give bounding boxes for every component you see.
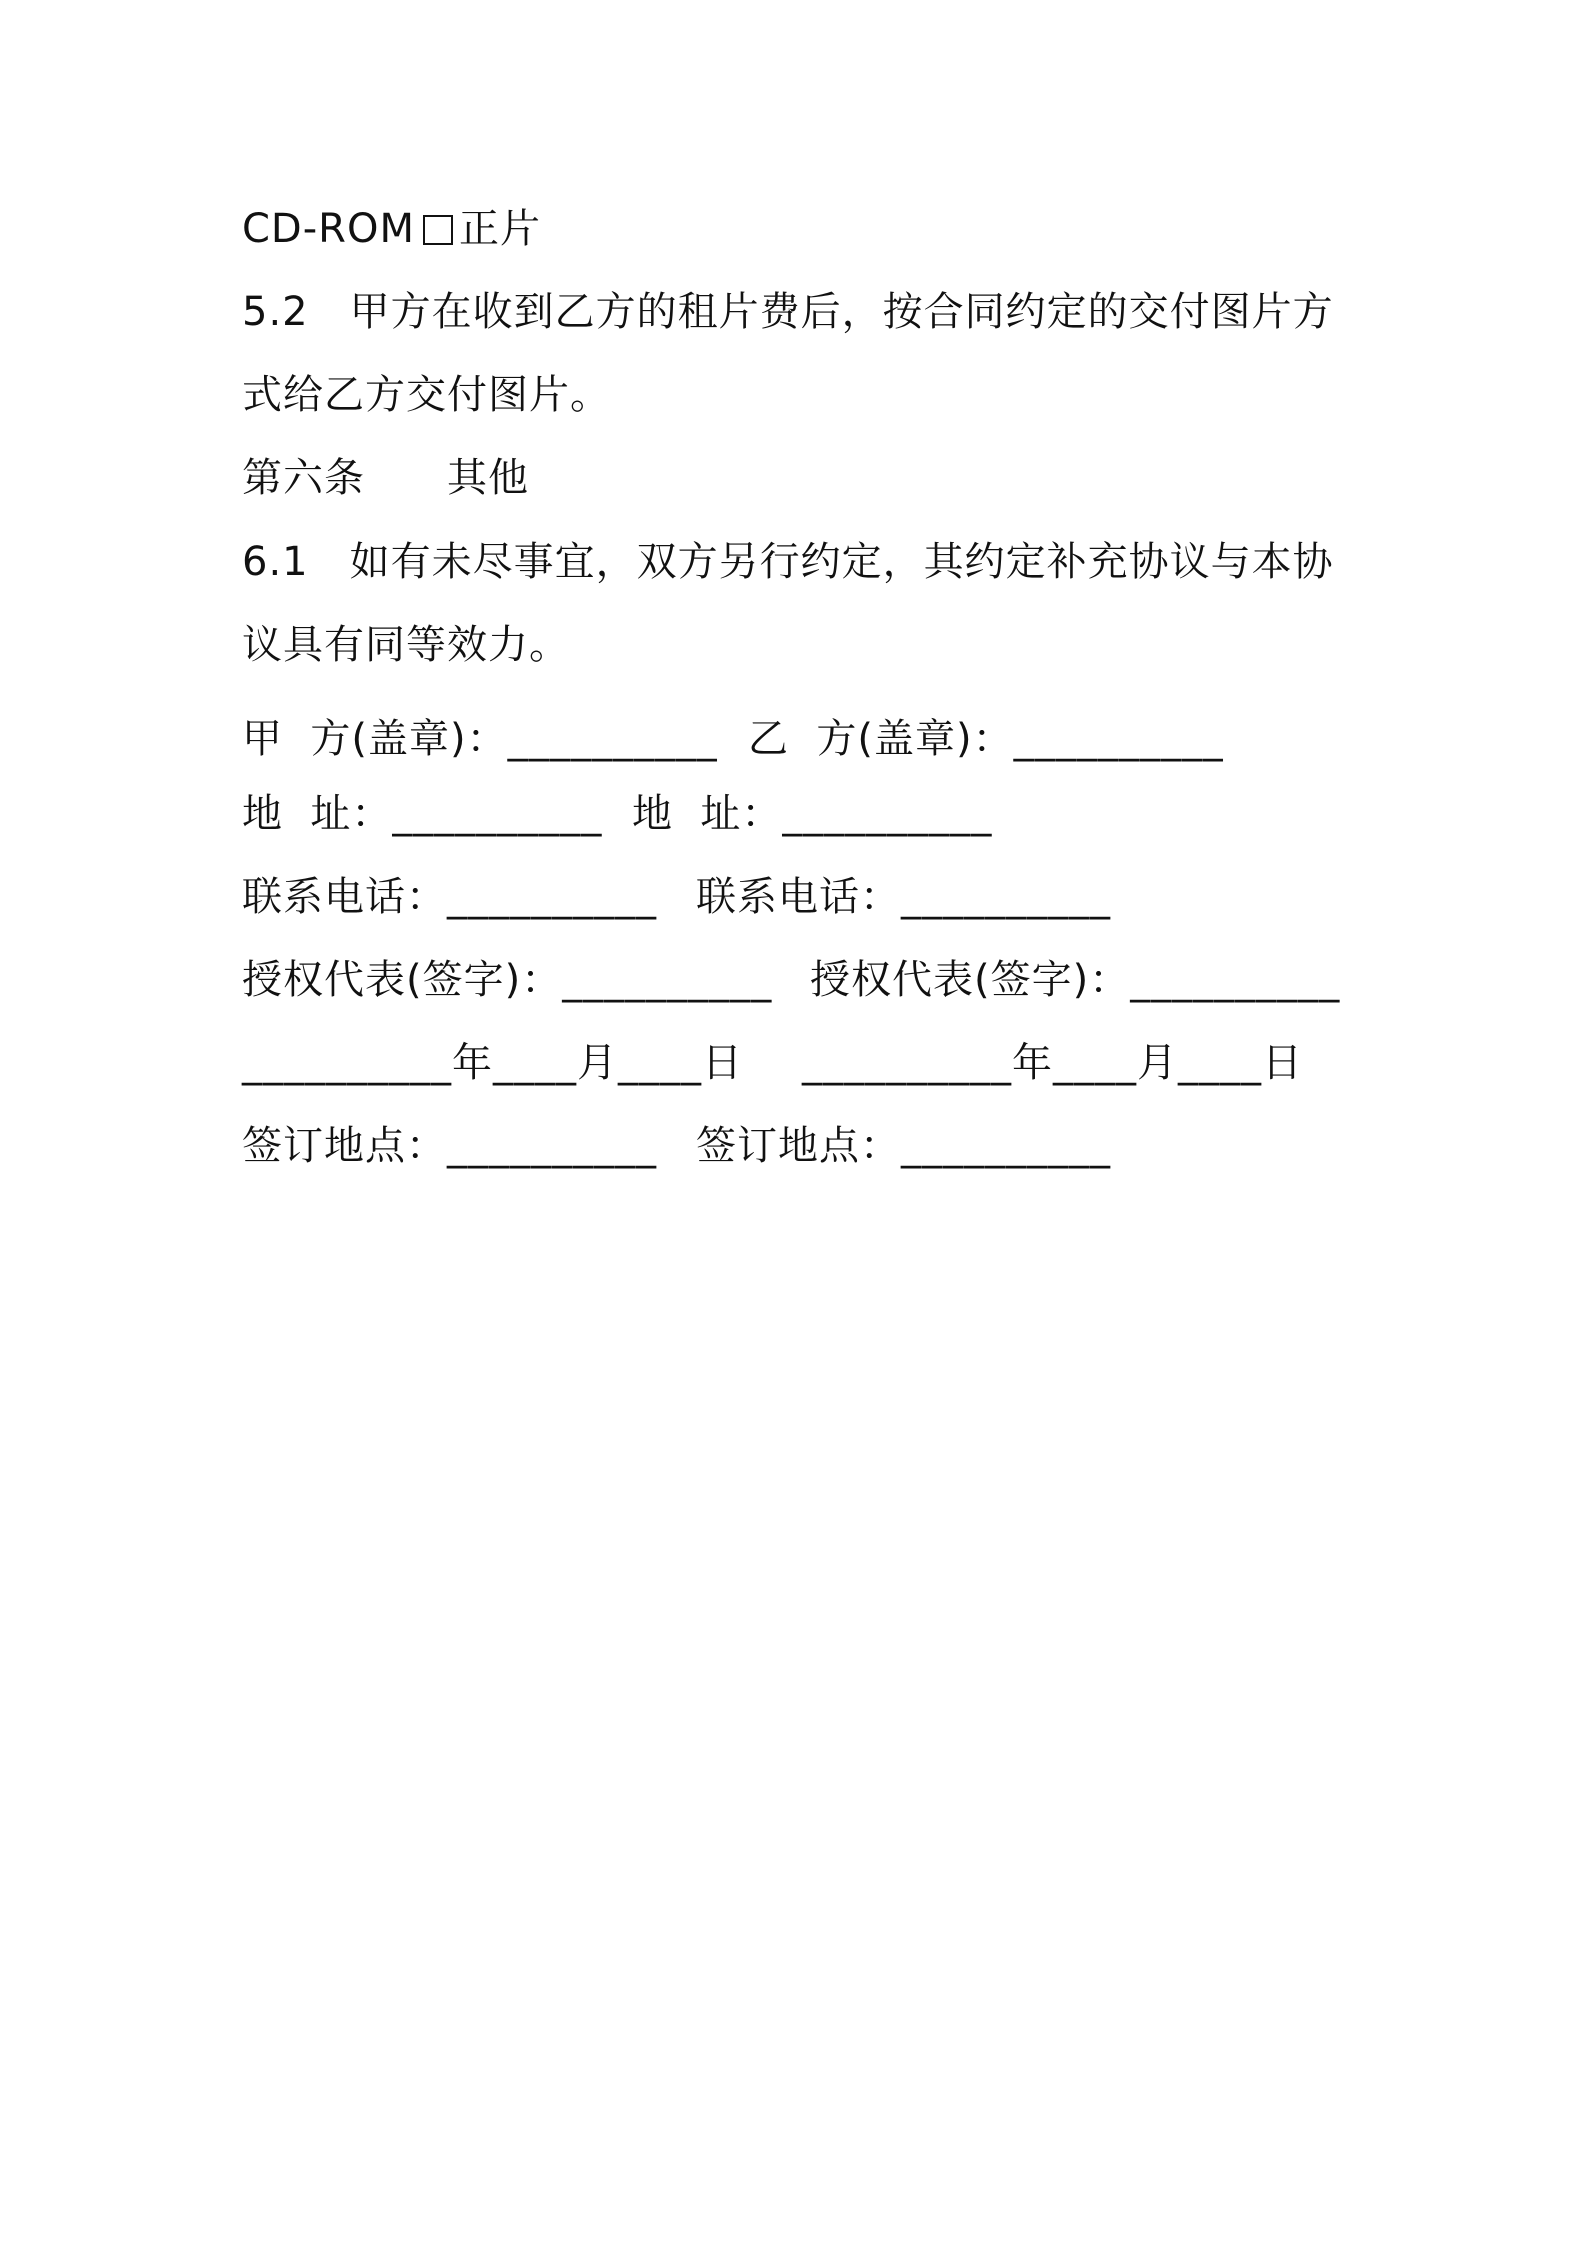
- party-a-phone-field[interactable]: 联系电话：__________: [242, 874, 657, 920]
- party-b-phone-field[interactable]: 联系电话：__________: [696, 874, 1111, 920]
- party-b-seal-field[interactable]: 乙 方(盖章)：__________: [748, 716, 1224, 762]
- signature-row-date: [242, 1036, 1303, 1090]
- clause-6-1-line-1: 6.1 如有未尽事宜，双方另行约定，其约定补充协议与本协: [242, 539, 1334, 585]
- party-b-representative-field[interactable]: 授权代表(签字)：__________: [810, 957, 1341, 1003]
- article-6-heading: 第六条 其他: [242, 455, 529, 501]
- party-a-seal-field[interactable]: 甲 方(盖章)：__________: [242, 716, 718, 762]
- delivery-format-line: [242, 202, 541, 256]
- signature-row-representative: [242, 953, 1341, 1007]
- signature-row-place: [242, 1119, 1111, 1173]
- signature-row-address: [242, 787, 993, 841]
- party-b-date-field[interactable]: __________年____月____日: [802, 1040, 1303, 1086]
- clause-5-2-line-2: 式给乙方交付图片。: [242, 372, 611, 418]
- option-label: 正片: [458, 206, 541, 252]
- signature-row-seal: [242, 712, 1224, 766]
- checkbox-empty-icon[interactable]: [423, 215, 453, 245]
- party-a-address-field[interactable]: 地 址：__________: [242, 791, 603, 837]
- format-label: CD-ROM: [242, 206, 415, 252]
- party-a-representative-field[interactable]: 授权代表(签字)：__________: [242, 957, 773, 1003]
- party-b-address-field[interactable]: 地 址：__________: [632, 791, 993, 837]
- party-b-place-field[interactable]: 签订地点：__________: [696, 1123, 1111, 1169]
- signature-row-phone: [242, 870, 1111, 924]
- party-a-date-field[interactable]: __________年____月____日: [242, 1040, 743, 1086]
- clause-6-1-line-2: 议具有同等效力。: [242, 622, 570, 668]
- party-a-place-field[interactable]: 签订地点：__________: [242, 1123, 657, 1169]
- clause-5-2-line-1: 5.2 甲方在收到乙方的租片费后，按合同约定的交付图片方: [242, 289, 1334, 335]
